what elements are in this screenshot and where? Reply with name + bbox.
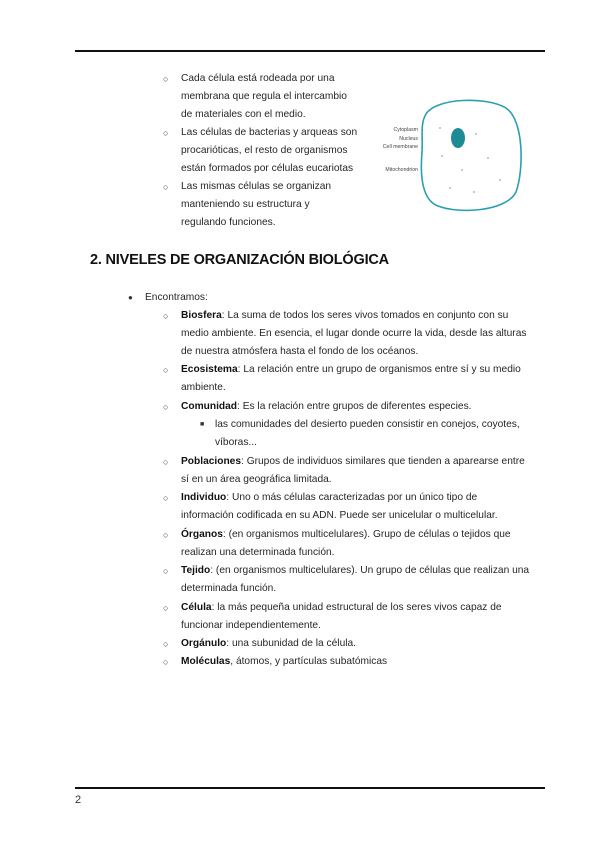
hollow-bullet: ○ [163,457,169,467]
hollow-bullet: ○ [163,402,169,412]
intro-line: manteniendo su estructura y [181,199,310,210]
hollow-bullet: ○ [163,128,169,138]
intro-line: están formados por células eucariotas [181,163,354,174]
level-line-organulo: Orgánulo: una subunidad de la célula. [181,638,357,649]
hollow-bullet: ○ [163,493,169,503]
label-nucleus: Nucleus [399,136,418,142]
level-line-ecosistema: ambiente. [181,382,226,393]
level-line-comunidad: Comunidad: Es la relación entre grupos de diferentes especies. [181,401,472,412]
filled-bullet: ● [128,293,133,302]
top-rule [75,50,545,52]
intro-line: membrana que regula el intercambio [181,91,347,102]
level-line-individuo: Individuo: Uno o más células caracterizadas por un único tipo de [181,492,478,503]
level-line-poblaciones: sí en un área geográfica limitada. [181,474,332,485]
page-number: 2 [75,794,82,806]
level-line-biosfera: medio ambiente. En esencia, el lugar donde ocurre la vida, desde las alturas [181,328,527,339]
level-line-tejido: Tejido: (en organismos multicelulares). Un grupo de células que realizan una [181,565,530,576]
organelle-dot [475,133,477,135]
section-heading: 2. NIVELES DE ORGANIZACIÓN BIOLÓGICA [90,252,389,268]
level-line-organos: realizan una determinada función. [181,547,335,558]
hollow-bullet: ○ [163,182,169,192]
organelle-dot [473,191,475,193]
level-line-celula: funcionar independientemente. [181,620,321,631]
organelle-dot [441,155,443,157]
animal-cell-diagram [366,96,526,216]
level-line-celula: Célula: la más pequeña unidad estructural de los seres vivos capaz de [181,602,502,613]
intro-line: Las mismas células se organizan [181,181,332,192]
label-cytoplasm: Cytoplasm [393,127,418,133]
hollow-bullet: ○ [163,365,169,375]
level-line-ecosistema: Ecosistema: La relación entre un grupo de organismos entre sí y su medio [181,364,521,375]
main-bullet-text: Encontramos: [145,292,208,303]
intro-line: de materiales con el medio. [181,109,306,120]
organelle-dot [439,127,441,129]
hollow-bullet: ○ [163,74,169,84]
square-bullet: ■ [200,421,205,428]
intro-line: Cada célula está rodeada por una [181,73,335,84]
hollow-bullet: ○ [163,603,169,613]
level-line-tejido: determinada función. [181,583,277,594]
level-line-biosfera: Biosfera: La suma de todos los seres vivos tomados en conjunto con su [181,310,509,321]
community-example-line: víboras... [215,437,257,448]
nucleus-shape [451,128,465,148]
organelle-dot [461,169,463,171]
hollow-bullet: ○ [163,311,169,321]
bottom-rule [75,787,545,789]
hollow-bullet: ○ [163,639,169,649]
organelle-dot [499,179,501,181]
hollow-bullet: ○ [163,657,169,667]
intro-line: Las células de bacterias y arqueas son [181,127,358,138]
intro-line: procarióticas, el resto de organismos [181,145,348,156]
label-mitochondrion: Mitochondrion [385,167,418,173]
intro-line: regulando funciones. [181,217,276,228]
level-line-organos: Órganos: (en organismos multicelulares). Grupo de células o tejidos que [181,529,511,540]
level-line-poblaciones: Poblaciones: Grupos de individuos similares que tienden a aparearse entre [181,456,525,467]
hollow-bullet: ○ [163,566,169,576]
level-line-individuo: información codificada en su ADN. Puede ser unicelular o multicelular. [181,510,498,521]
organelle-dot [487,157,489,159]
level-line-biosfera: de nuestra atmósfera hasta el fondo de los océanos. [181,346,419,357]
label-cell-membrane: Cell membrane [382,144,418,150]
hollow-bullet: ○ [163,530,169,540]
community-example-line: las comunidades del desierto pueden consistir en conejos, coyotes, [215,419,520,430]
cell-membrane-outline [421,100,521,210]
level-line-moleculas: Moléculas, átomos, y partículas subatómicas [181,656,388,667]
organelle-dot [449,187,451,189]
